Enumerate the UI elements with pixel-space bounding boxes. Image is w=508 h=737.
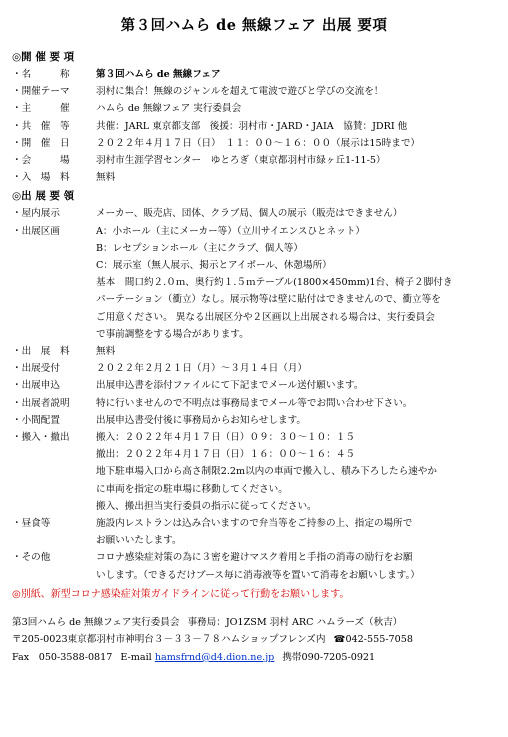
- setup-line: 撤出：２０２２年４月１７日（日）１６：００～１６：４５: [96, 449, 356, 461]
- area-line: ご用意ください。 異なる出展区分や２区画以上出展される場合は、実行委員会: [96, 311, 435, 323]
- row-label: ・共 催 等: [12, 120, 70, 132]
- area-line: 基本 間口約２.０ｍ、奥行約１.５ｍテーブル(1800×450mm)1台、椅子２脚付き: [96, 277, 453, 289]
- exhibit-row-fee: [12, 343, 496, 360]
- row-value: A：小ホール（主にメーカー等）（立川サイエンスひとネット）: [96, 225, 366, 237]
- row-value: 羽村に集合！無線のジャンルを超えて電波で遊びと学びの交流を！: [96, 86, 384, 98]
- row-label: ・屋内展示: [12, 208, 60, 220]
- overview-row-organizer: [12, 100, 496, 117]
- row-label: ・入 場 料: [12, 172, 70, 184]
- exhibit-row-briefing: [12, 395, 496, 412]
- area-line: C：展示室（無人展示、掲示とアイボール、休憩場所）: [96, 260, 332, 272]
- setup-line: に車両を指定の駐車場に移動してください。: [96, 483, 288, 495]
- exhibit-row-food: [12, 515, 496, 532]
- row-value: 出展申込書受付後に事務局からお知らせします。: [96, 414, 307, 426]
- overview-heading: ◎開 催 要 項: [12, 51, 75, 63]
- row-value: 羽村市生涯学習センター ゆとろぎ（東京都羽村市緑ヶ丘1-11-5）: [96, 155, 386, 167]
- row-label: ・主 催: [12, 103, 70, 115]
- covid-notice: ◎別紙、新型コロナ感染症対策ガイドラインに従って行動をお願いします。: [12, 588, 350, 600]
- area-line: で事前調整をする場合があります。: [96, 328, 249, 340]
- exhibit-row-other: [12, 549, 496, 566]
- fax: Fax 050-3588-0817: [12, 651, 113, 663]
- row-value: 無料: [96, 346, 116, 358]
- area-line: パーテーション（衝立）なし。展示物等は壁に貼付はできませんので、衝立等を: [96, 294, 441, 306]
- committee-name: 第3回ハムら de 無線フェア実行委員会: [12, 616, 180, 628]
- setup-line: 搬入、搬出担当実行委員の指示に従ってください。: [96, 500, 317, 512]
- exhibit-row-application: [12, 377, 496, 394]
- overview-row-cosponsor: [12, 118, 496, 135]
- setup-line: 地下駐車場入口から高さ制限2.2m以内の車両で搬入し、積み下ろしたら速やか: [96, 466, 437, 478]
- footer-contact-line: [12, 649, 496, 667]
- overview-row-date: [12, 135, 496, 152]
- other-line: いします。（できるだけブース毎に消毒液等を置いて消毒をお願いします。）: [96, 569, 420, 581]
- row-value: 第３回ハムら de 無線フェア: [96, 69, 221, 80]
- email-label: E-mail: [120, 651, 152, 663]
- row-label: ・昼食等: [12, 518, 51, 530]
- row-label: ・出展区画: [12, 225, 60, 237]
- overview-row-name: [12, 66, 496, 83]
- mobile: 携帯090-7205-0921: [282, 651, 376, 663]
- exhibit-row-reception: [12, 360, 496, 377]
- email-link[interactable]: hamsfrnd@d4.dion.ne.jp: [154, 651, 275, 663]
- area-line: B：レセプションホール（主にクラブ、個人等）: [96, 242, 303, 254]
- footer-address-line: [12, 631, 496, 649]
- phone: ☎042-555-7058: [333, 634, 413, 646]
- footer: [12, 614, 496, 667]
- row-value: 共催：JARL 東京都支部 後援：羽村市・JARD・JAIA 協賛：JDRI 他: [96, 120, 408, 132]
- row-label: ・出展者説明: [12, 397, 70, 409]
- row-value: コロナ感染症対策の為に３密を避けマスク着用と手指の消毒の励行をお願: [96, 552, 413, 564]
- exhibit-row-area: [12, 223, 496, 240]
- food-line: お願いいたします。: [96, 535, 182, 547]
- row-value: ハムら de 無線フェア 実行委員会: [96, 103, 242, 115]
- overview-row-admission: [12, 169, 496, 186]
- footer-org-line: [12, 614, 496, 632]
- row-label: ・搬入・撤出: [12, 432, 70, 444]
- row-label: ・出展申込: [12, 380, 60, 392]
- overview-row-venue: [12, 152, 496, 169]
- row-value: ２０２２年４月１７日（日） １１：００～１６：００（展示は15時まで）: [96, 137, 421, 149]
- row-label: ・出展受付: [12, 363, 60, 375]
- page-title: 第３回ハムら de 無線フェア 出展 要項: [120, 17, 388, 34]
- row-value: ２０２２年２月２１日（月）～３月１４日（月）: [96, 363, 308, 375]
- row-value: 施設内レストランは込み合いますので弁当等をご持参の上、指定の場所で: [96, 518, 413, 530]
- office-name: 事務局：JO1ZSM 羽村 ARC ハムラーズ（秋吉）: [187, 616, 403, 628]
- exhibit-row-setup: [12, 429, 496, 446]
- row-label: ・名 称: [12, 69, 70, 80]
- row-value: メーカー、販売店、団体、クラブ局、個人の展示（販売はできません）: [96, 208, 403, 220]
- overview-row-theme: [12, 83, 496, 100]
- exhibit-row-indoor: [12, 205, 496, 222]
- row-label: ・開催テーマ: [12, 86, 70, 98]
- address: 〒205-0023東京都羽村市神明台３－３３－７８ハムショップフレンズ内: [12, 634, 326, 646]
- row-value: 搬入：２０２２年４月１７日（日）０９：３０～１０：１５: [96, 432, 356, 444]
- row-label: ・小間配置: [12, 414, 60, 426]
- exhibit-heading: ◎出 展 要 領: [12, 190, 75, 203]
- row-label: ・会 場: [12, 155, 70, 167]
- row-value: 無料: [96, 172, 116, 184]
- row-label: ・その他: [12, 552, 51, 564]
- overview-list: [12, 66, 496, 186]
- exhibit-row-booth: [12, 412, 496, 429]
- row-label: ・出 展 料: [12, 346, 70, 358]
- row-value: 特に行いませんので不明点は事務局までメール等でお問い合わせ下さい。: [96, 397, 413, 409]
- row-label: ・開 催 日: [12, 137, 70, 149]
- row-value: 出展申込書を添付ファイルにて下記までメール送付願います。: [96, 380, 364, 392]
